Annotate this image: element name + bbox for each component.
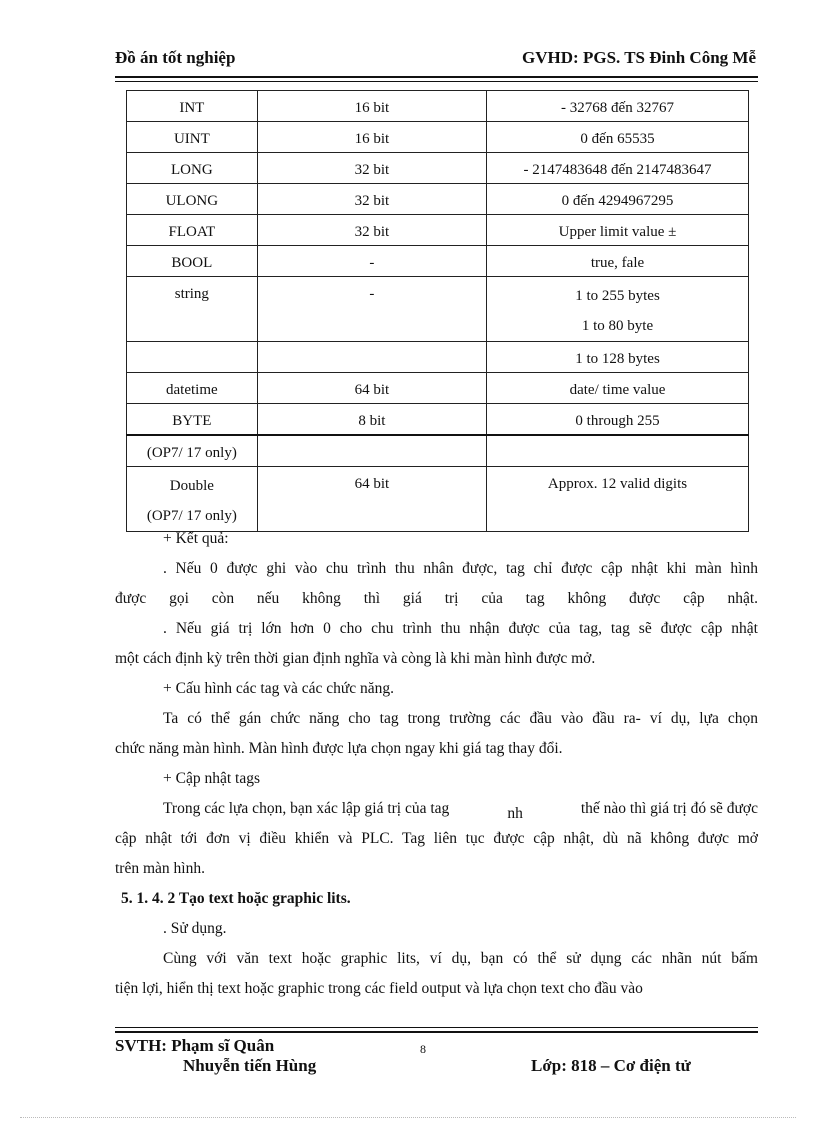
footer-rule xyxy=(115,1031,758,1033)
footer-author: SVTH: Phạm sĩ Quân xyxy=(115,1036,275,1055)
header-title: Đồ án tốt nghiệp xyxy=(115,48,236,67)
paragraph: + Cập nhật tags xyxy=(163,770,260,787)
table-row xyxy=(127,153,749,184)
range-cell: Approx. 12 valid digits xyxy=(487,467,749,532)
table-row xyxy=(127,404,749,436)
footer-author-2: Nhuyễn tiến Hùng xyxy=(183,1056,317,1075)
type-cell xyxy=(127,467,258,532)
table-row xyxy=(127,122,749,153)
size-cell: - xyxy=(257,277,486,342)
data-type-table xyxy=(126,90,749,532)
type-line: (OP7/ 17 only) xyxy=(146,508,237,524)
size-cell: 32 bit xyxy=(257,215,486,246)
body-text xyxy=(115,524,758,1004)
table-row xyxy=(127,184,749,215)
table-row xyxy=(127,246,749,277)
text-span: nh xyxy=(507,805,523,822)
type-line: Double xyxy=(169,478,214,494)
paragraph xyxy=(115,794,758,824)
type-cell: ULONG xyxy=(127,184,258,215)
range-cell: Upper limit value ± xyxy=(487,215,749,246)
type-cell: UINT xyxy=(127,122,258,153)
paragraph: . Nếu 0 được ghi vào chu trình thu nhân được, tag chỉ được cập nhật khi màn hình xyxy=(163,560,758,577)
paragraph: tiện lợi, hiển thị text hoặc graphic trong các field output và lựa chọn text cho đầu vào xyxy=(115,980,643,997)
header-rule-thin xyxy=(115,81,758,82)
header-rule xyxy=(115,76,758,78)
table-row xyxy=(127,215,749,246)
type-cell: datetime xyxy=(127,373,258,404)
table-row xyxy=(127,373,749,404)
paragraph: + Cấu hình các tag và các chức năng. xyxy=(163,680,395,697)
type-cell: LONG xyxy=(127,153,258,184)
size-cell: 16 bit xyxy=(257,122,486,153)
type-cell xyxy=(127,342,258,373)
page-number: 8 xyxy=(420,1042,426,1056)
range-cell xyxy=(487,277,749,342)
range-cell: 0 đến 4294967295 xyxy=(487,184,749,215)
section-heading: 5. 1. 4. 2 Tạo text hoặc graphic lits. xyxy=(121,890,351,907)
range-cell: true, fale xyxy=(487,246,749,277)
paragraph: . Nếu giá trị lớn hơn 0 cho chu trình thu nhận được của tag, tag sẽ được cập nhật xyxy=(163,620,758,637)
size-cell: 32 bit xyxy=(257,184,486,215)
range-cell xyxy=(487,435,749,467)
paragraph: trên màn hình. xyxy=(115,860,205,877)
table-row xyxy=(127,342,749,373)
table-row xyxy=(127,467,749,532)
paragraph: được gọi còn nếu không thì giá trị của tag không được cập nhật. xyxy=(115,590,758,607)
paragraph: chức năng màn hình. Màn hình được lựa chọn ngay khi giá tag thay đổi. xyxy=(115,740,563,757)
range-line: 1 to 80 byte xyxy=(581,318,654,334)
footer-class: Lớp: 818 – Cơ điện tử xyxy=(531,1056,691,1075)
table-row xyxy=(127,277,749,342)
range-cell: date/ time value xyxy=(487,373,749,404)
size-cell: - xyxy=(257,246,486,277)
range-cell: 0 through 255 xyxy=(487,404,749,436)
size-cell: 64 bit xyxy=(257,467,486,532)
paragraph: + Kết quả: xyxy=(163,530,229,547)
page-edge xyxy=(20,1117,796,1118)
paragraph: Ta có thể gán chức năng cho tag trong trường các đầu vào đầu ra- ví dụ, lựa chọn xyxy=(163,710,758,727)
paragraph: một cách định kỳ trên thời gian định nghĩa và còng là khi màn hình được mở. xyxy=(115,650,596,667)
type-cell: BYTE xyxy=(127,404,258,436)
type-cell: (OP7/ 17 only) xyxy=(127,435,258,467)
paragraph: cập nhật tới đơn vị điều khiển và PLC. Tag liên tục được cập nhật, dù nã không được mở xyxy=(115,830,758,847)
table-row xyxy=(127,91,749,122)
text-span: Trong các lựa chọn, bạn xác lập giá trị của tag xyxy=(163,800,450,817)
size-cell xyxy=(257,435,486,467)
paragraph: Cùng với văn text hoặc graphic lits, ví dụ, bạn có thể sử dụng các nhãn nút bấm xyxy=(163,950,758,967)
size-cell: 32 bit xyxy=(257,153,486,184)
header-supervisor: GVHD: PGS. TS Đinh Công Mễ xyxy=(522,48,756,67)
table-row xyxy=(127,435,749,467)
footer-rule-thin xyxy=(115,1027,758,1028)
range-cell: - 2147483648 đến 2147483647 xyxy=(487,153,749,184)
type-cell: FLOAT xyxy=(127,215,258,246)
size-cell: 16 bit xyxy=(257,91,486,122)
type-cell: INT xyxy=(127,91,258,122)
range-cell: - 32768 đến 32767 xyxy=(487,91,749,122)
size-cell: 64 bit xyxy=(257,373,486,404)
type-cell: string xyxy=(127,277,258,342)
size-cell xyxy=(257,342,486,373)
type-cell: BOOL xyxy=(127,246,258,277)
range-cell: 0 đến 65535 xyxy=(487,122,749,153)
size-cell: 8 bit xyxy=(257,404,486,436)
range-line: 1 to 255 bytes xyxy=(575,288,660,304)
text-span: thế nào thì giá trị đó sẽ được xyxy=(580,800,758,817)
range-cell: 1 to 128 bytes xyxy=(487,342,749,373)
paragraph: . Sử dụng. xyxy=(163,920,227,937)
